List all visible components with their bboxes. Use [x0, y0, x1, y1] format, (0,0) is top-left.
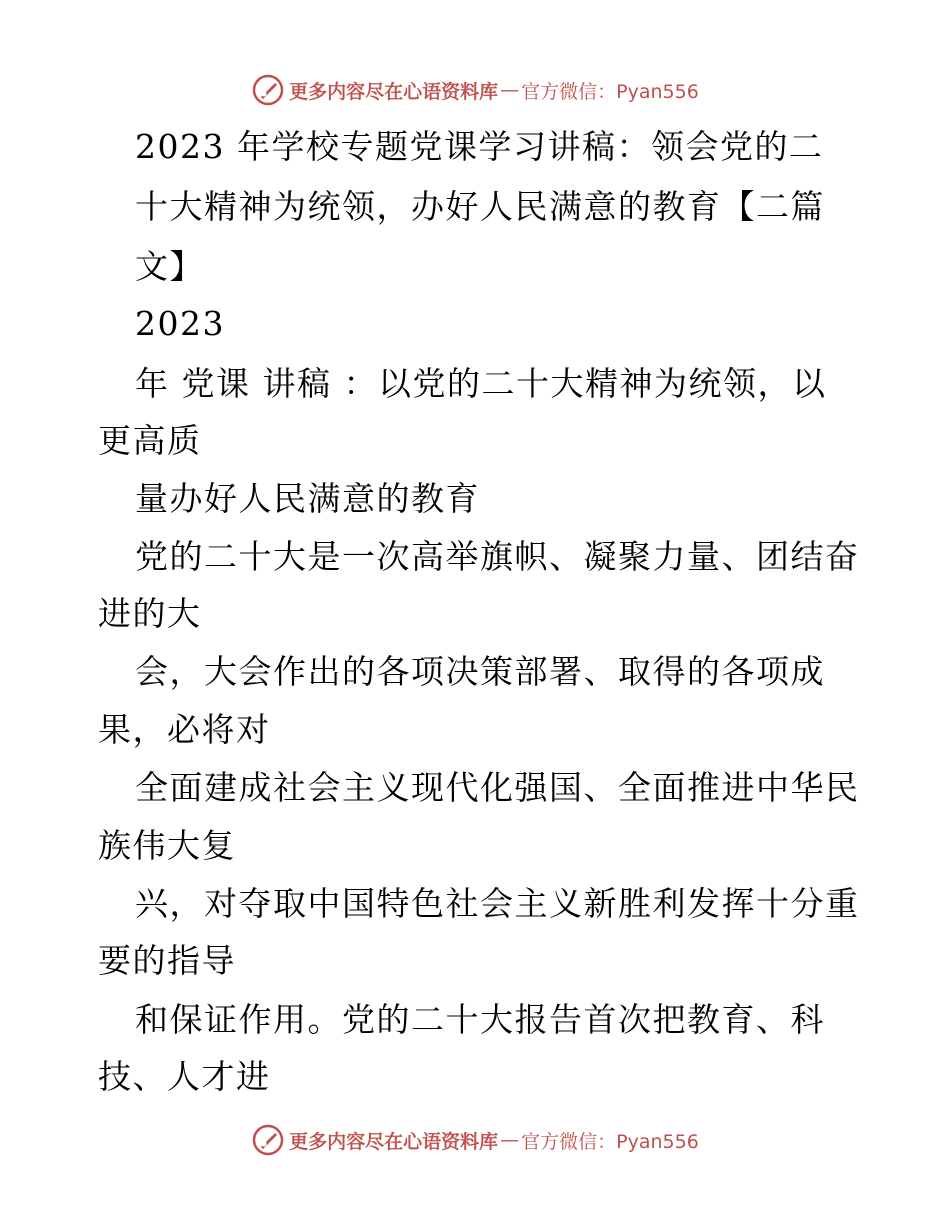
body-line: 量办好人民满意的教育 — [135, 479, 480, 518]
banner-text: 更多内容尽在心语资料库 — [289, 1130, 499, 1153]
body-line: 更高质 — [98, 421, 202, 460]
body-line: 全面建成社会主义现代化强国、全面推进中华民 — [135, 768, 860, 807]
pen-logo-icon — [251, 73, 285, 107]
banner-contact: 官方微信：Pyan556 — [521, 80, 699, 103]
body-line: 年 党课 讲稿 ：以党的二十大精神为统领，以 — [135, 364, 827, 403]
body-line: 要的指导 — [98, 941, 236, 980]
body-line: 进的大 — [98, 594, 202, 633]
title-line: 2023 年学校专题党课学习讲稿：领会党的二 — [135, 127, 824, 166]
banner-contact: 官方微信：Pyan556 — [521, 1130, 699, 1153]
body-line: 会，大会作出的各项决策部署、取得的各项成 — [135, 652, 825, 691]
body-line: 和保证作用。党的二十大报告首次把教育、科 — [135, 1000, 825, 1039]
header-banner — [0, 70, 950, 110]
body-line: 兴，对夺取中国特色社会主义新胜利发挥十分重 — [135, 884, 860, 923]
title-line: 文】 — [135, 247, 204, 286]
body-line: 2023 — [135, 304, 225, 343]
title-line: 十大精神为统领，办好人民满意的教育【二篇 — [135, 187, 825, 226]
banner-dash: — — [500, 79, 520, 101]
body-line: 党的二十大是一次高举旗帜、凝聚力量、团结奋 — [135, 537, 860, 576]
banner-dash: — — [500, 1129, 520, 1151]
pen-logo-icon — [251, 1123, 285, 1157]
body-line: 族伟大复 — [98, 826, 236, 865]
footer-banner — [0, 1120, 950, 1160]
banner-text: 更多内容尽在心语资料库 — [289, 80, 499, 103]
body-line: 技、人才进 — [98, 1057, 271, 1096]
body-line: 果，必将对 — [98, 710, 271, 749]
